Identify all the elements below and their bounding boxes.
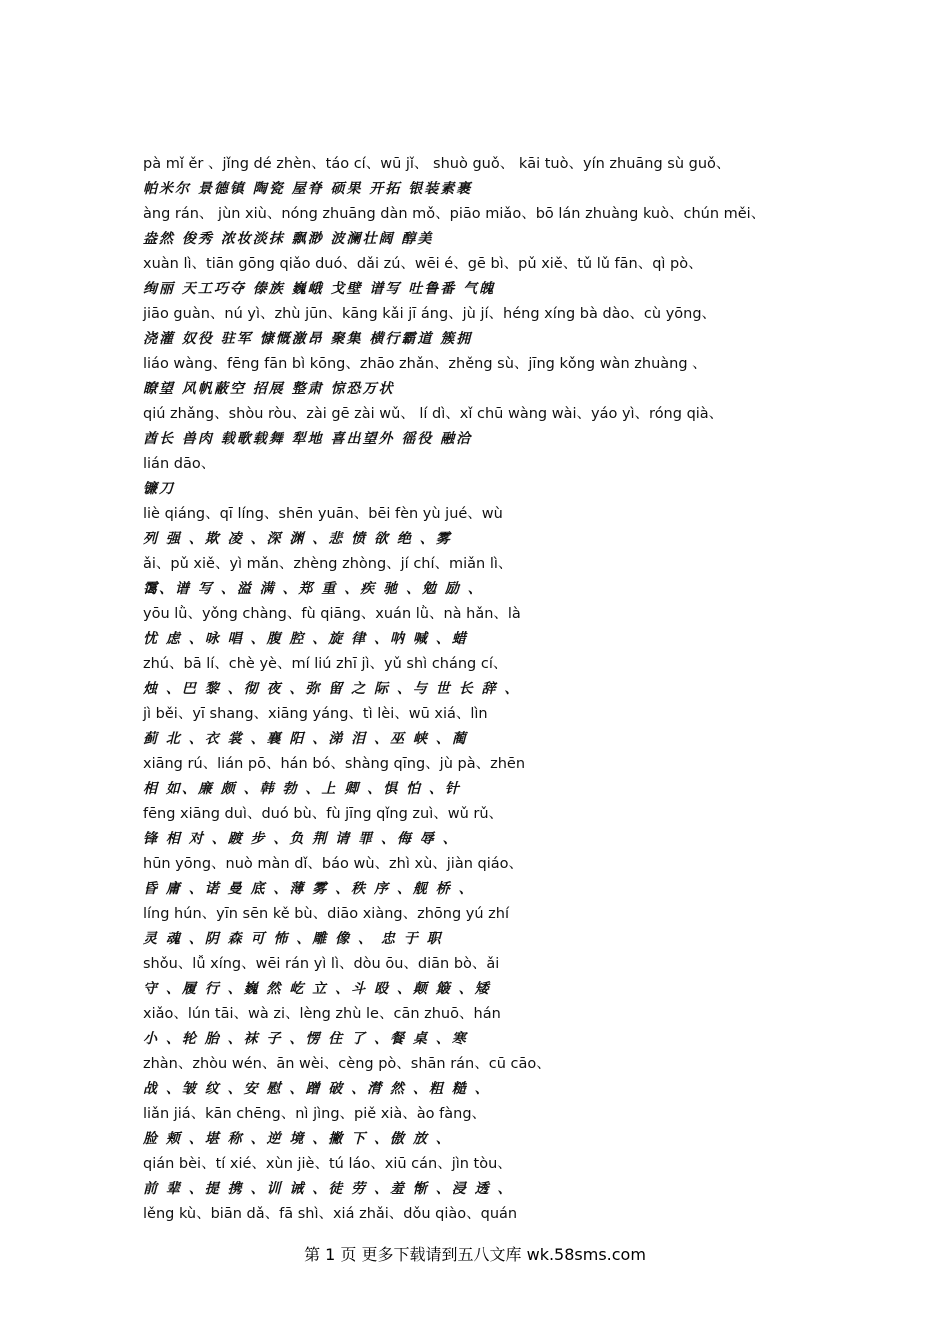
hanzi-line: 瞭望 风帆蔽空 招展 整肃 惊恐万状 [143, 381, 395, 397]
pinyin-line: fēng xiāng duì、duó bù、fù jīng qǐng zuì、wǔ rǔ、 [143, 806, 504, 822]
hanzi-line: 相 如、廉 颇 、韩 勃 、上 卿 、惧 怕 、针 [143, 781, 461, 797]
pinyin-line: shǒu、lǚ xíng、wēi rán yì lì、dòu ōu、diān bò、ǎi [143, 956, 500, 972]
hanzi-line: 灵 魂 、阴 森 可 怖 、雕 像 、 忠 于 职 [143, 931, 443, 947]
pinyin-line: qián bèi、tí xié、xùn jiè、tú láo、xiū cán、jìn tòu、 [143, 1156, 512, 1172]
hanzi-line: 小 、轮 胎 、袜 子 、愣 住 了 、餐 桌 、寒 [143, 1031, 468, 1047]
pinyin-line: ǎi、pǔ xiě、yì mǎn、zhèng zhòng、jí chí、miǎn lì、 [143, 556, 513, 572]
hanzi-line: 帕米尔 景德镇 陶瓷 屋脊 硕果 开拓 银装素裹 [143, 181, 473, 197]
pinyin-line: liǎn jiá、kān chēng、nì jìng、piě xià、ào fàng、 [143, 1106, 487, 1122]
hanzi-line: 蓟 北 、衣 裳 、襄 阳 、涕 泪 、巫 峡 、蔺 [143, 731, 468, 747]
pinyin-line: xuàn lì、tiān gōng qiǎo duó、dǎi zú、wēi é、gē bì、pǔ xiě、tǔ lǔ fān、qì pò、 [143, 256, 703, 272]
hanzi-line: 浇灌 奴役 驻军 慷慨激昂 聚集 横行霸道 簇拥 [143, 331, 473, 347]
pinyin-line: jì běi、yī shang、xiāng yáng、tì lèi、wū xiá、lìn [143, 706, 488, 722]
hanzi-line: 烛 、巴 黎 、彻 夜 、弥 留 之 际 、与 世 长 辞 、 [143, 681, 521, 697]
hanzi-line: 忧 虑 、咏 唱 、腹 腔 、旋 律 、呐 喊 、蜡 [143, 631, 468, 647]
hanzi-line: 酋长 兽肉 载歌载舞 犁地 喜出望外 徭役 融洽 [143, 431, 473, 447]
pinyin-line: lián dāo、 [143, 456, 216, 472]
hanzi-line: 战 、皱 纹 、安 慰 、蹭 破 、潸 然 、粗 糙 、 [143, 1081, 491, 1097]
hanzi-line: 前 辈 、提 携 、训 诫 、徒 劳 、羞 惭 、浸 透 、 [143, 1181, 514, 1197]
pinyin-line: yōu lǜ、yǒng chàng、fù qiāng、xuán lǜ、nà hǎn、là [143, 606, 521, 622]
pinyin-line: líng hún、yīn sēn kě bù、diāo xiàng、zhōng yú zhí [143, 906, 509, 922]
hanzi-line: 盎然 俊秀 浓妆淡抹 飘渺 波澜壮阔 醇美 [143, 231, 434, 247]
page-footer: 第 1 页 更多下载请到五八文库 wk.58sms.com [304, 1245, 646, 1264]
pinyin-line: zhú、bā lí、chè yè、mí liú zhī jì、yǔ shì cháng cí、 [143, 656, 508, 672]
pinyin-line: liè qiáng、qī líng、shēn yuān、bēi fèn yù jué、wù [143, 506, 503, 522]
hanzi-line: 守 、履 行 、巍 然 屹 立 、斗 殴 、颠 簸 、矮 [143, 981, 491, 997]
pinyin-line: xiǎo、lún tāi、wà zi、lèng zhù le、cān zhuō、hán [143, 1006, 501, 1022]
text-body [143, 152, 823, 1227]
pinyin-line: qiú zhǎng、shòu ròu、zài gē zài wǔ、 lí dì、xǐ chū wàng wài、yáo yì、róng qià、 [143, 406, 724, 422]
pinyin-line: lěng kù、biān dǎ、fā shì、xiá zhǎi、dǒu qiào、quán [143, 1206, 518, 1222]
hanzi-line: 脸 颊 、堪 称 、逆 境 、撇 下 、傲 放 、 [143, 1131, 452, 1147]
hanzi-line: 锋 相 对 、踱 步 、负 荆 请 罪 、侮 辱 、 [143, 831, 459, 847]
hanzi-line: 镰刀 [143, 481, 175, 497]
pinyin-line: liáo wàng、fēng fān bì kōng、zhāo zhǎn、zhěng sù、jīng kǒng wàn zhuàng 、 [143, 356, 707, 372]
pinyin-line: jiāo guàn、nú yì、zhù jūn、kāng kǎi jī áng、jù jí、héng xíng bà dào、cù yōng、 [143, 306, 717, 322]
hanzi-line: 昏 庸 、诺 曼 底 、薄 雾 、秩 序 、舰 桥 、 [143, 881, 475, 897]
hanzi-line: 列 强 、欺 凌 、深 渊 、悲 愤 欲 绝 、雾 [143, 531, 452, 547]
pinyin-line: àng rán、 jùn xiù、nóng zhuāng dàn mǒ、piāo miǎo、bō lán zhuàng kuò、chún měi、 [143, 206, 766, 222]
pinyin-line: xiāng rú、lián pō、hán bó、shàng qīng、jù pà、zhēn [143, 756, 526, 772]
pinyin-line: pà mǐ ěr 、jǐng dé zhèn、táo cí、wū jǐ、 shuò guǒ、 kāi tuò、yín zhuāng sù guǒ、 [143, 156, 731, 172]
pinyin-line: zhàn、zhòu wén、ān wèi、cèng pò、shān rán、cū cāo、 [143, 1056, 551, 1072]
pinyin-line: hūn yōng、nuò màn dǐ、báo wù、zhì xù、jiàn qiáo、 [143, 856, 523, 872]
hanzi-line: 霭、谱 写 、溢 满 、郑 重 、疾 驰 、勉 励 、 [143, 581, 484, 597]
hanzi-line: 绚丽 天工巧夺 傣族 巍峨 戈壁 谱写 吐鲁番 气魄 [143, 281, 496, 297]
